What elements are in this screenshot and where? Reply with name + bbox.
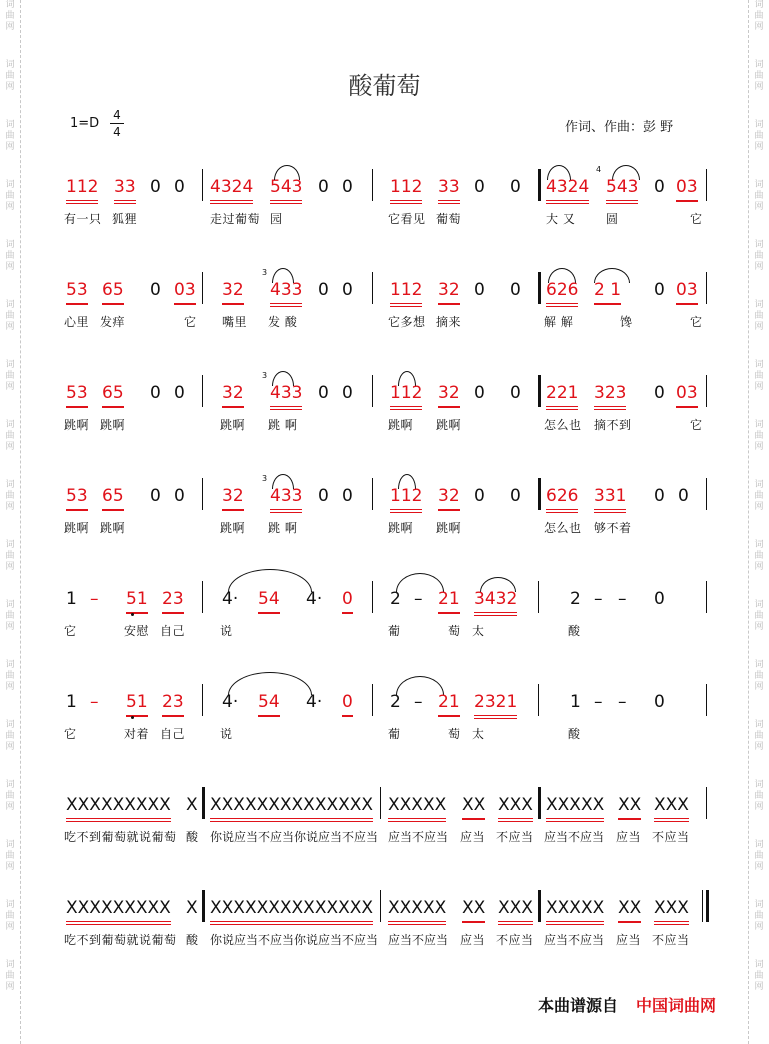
time-signature-bottom: 4 [113, 125, 121, 139]
note: 65 [102, 484, 124, 511]
note: 0 [174, 177, 185, 197]
note: 2 [570, 589, 581, 609]
note: XXXXX [546, 896, 604, 925]
barline [202, 890, 205, 922]
watermark-text: 词 曲 网 [5, 780, 15, 812]
note: 626 [546, 484, 578, 513]
lyric: 萄 [448, 624, 461, 638]
note: XXXXXXXXXXXXXX [210, 896, 373, 925]
note: 0 [474, 383, 485, 403]
lyric: 嘴里 [222, 315, 248, 329]
watermark-text: 词 曲 网 [5, 600, 15, 632]
note: 51 [126, 587, 148, 614]
staff-row-5 [60, 587, 720, 667]
note: 0 [678, 486, 689, 506]
note: 0 [654, 383, 665, 403]
watermark-text: 词 曲 网 [754, 960, 764, 992]
watermark-text: 词 曲 网 [5, 480, 15, 512]
lyric: 发痒 [100, 315, 126, 329]
watermark-text: 词 曲 网 [754, 240, 764, 272]
lyric: 大 又 [546, 212, 576, 226]
note: 33 [114, 175, 136, 204]
barline [202, 375, 203, 407]
watermark-text: 词 曲 网 [754, 780, 764, 812]
note: 433 [270, 484, 302, 513]
note: XX [462, 896, 485, 923]
lyric: 应当 [616, 933, 642, 947]
left-margin [0, 0, 21, 1044]
barline [380, 890, 381, 922]
note: – [594, 692, 603, 712]
watermark-text: 词 曲 网 [754, 480, 764, 512]
note: 23 [162, 587, 184, 614]
note: 0 [474, 280, 485, 300]
staff-row-6 [60, 690, 720, 770]
note: 4· [306, 692, 323, 712]
lyric: 自己 [160, 727, 186, 741]
barline [372, 684, 373, 716]
watermark-text: 词 曲 网 [5, 420, 15, 452]
lyric: 跳啊 [220, 521, 246, 535]
composer-credit: 作词、作曲：彭 野 [565, 120, 674, 135]
lyric: 不应当 [652, 830, 690, 844]
staff-row-1 [60, 165, 720, 255]
lyric: 够不着 [594, 521, 632, 535]
watermark-text: 词 曲 网 [5, 840, 15, 872]
note: 112 [390, 484, 422, 513]
grace-note: 3 [262, 371, 268, 380]
note: X [186, 795, 198, 815]
note: 543 [606, 175, 638, 204]
lyric: 跳 啊 [268, 521, 298, 535]
note: 33 [438, 175, 460, 204]
note: 0 [174, 383, 185, 403]
staff-row-4 [60, 474, 720, 564]
lyric: 它 [64, 624, 77, 638]
watermark-text: 词 曲 网 [754, 420, 764, 452]
note: 433 [270, 278, 302, 307]
watermark-text: 词 曲 网 [754, 660, 764, 692]
barline [372, 478, 373, 510]
barline [706, 375, 707, 407]
note: 65 [102, 381, 124, 408]
note: 0 [474, 486, 485, 506]
note: XXXXXXXXX [66, 793, 171, 822]
watermark-text: 词 曲 网 [754, 0, 764, 32]
lyric: 跳啊 [220, 418, 246, 432]
lyric: 酸 [186, 830, 199, 844]
grace-note: 3 [262, 268, 268, 277]
note: 32 [438, 381, 460, 408]
watermark-text: 词 曲 网 [754, 840, 764, 872]
lyric: 葡 [388, 727, 401, 741]
barline [372, 169, 373, 201]
barline [706, 787, 707, 819]
lyric: 酸 [186, 933, 199, 947]
note: 03 [174, 278, 196, 305]
lyric: 吃不到葡萄就说葡萄 [64, 933, 177, 947]
note: 0 [150, 486, 161, 506]
note: 0 [342, 690, 353, 717]
note: XXXXXXXXX [66, 896, 171, 925]
note: 3432 [474, 587, 517, 616]
note: 0 [318, 177, 329, 197]
watermark-text: 词 曲 网 [5, 0, 15, 32]
lyric: 它 [690, 418, 703, 432]
note: 32 [222, 381, 244, 408]
note: 331 [594, 484, 626, 513]
note: 0 [510, 486, 521, 506]
lyric: 圆 [606, 212, 619, 226]
barline [706, 272, 707, 304]
note: – [90, 692, 99, 712]
note: 112 [66, 175, 98, 204]
lyric: 它 [690, 315, 703, 329]
note: 0 [318, 486, 329, 506]
lyric: 发 酸 [268, 315, 298, 329]
watermark-text: 词 曲 网 [754, 600, 764, 632]
lyric: 酸 [568, 727, 581, 741]
note: 0 [654, 692, 665, 712]
note: 54 [258, 690, 280, 717]
lyric: 萄 [448, 727, 461, 741]
watermark-text: 词 曲 网 [5, 660, 15, 692]
watermark-text: 词 曲 网 [5, 240, 15, 272]
watermark-text: 词 曲 网 [5, 540, 15, 572]
note: 32 [222, 278, 244, 305]
note: 0 [150, 280, 161, 300]
note: 0 [150, 383, 161, 403]
watermark-text: 词 曲 网 [5, 960, 15, 992]
note: 32 [438, 278, 460, 305]
barline [538, 272, 541, 304]
note: 21 [438, 690, 460, 717]
barline [372, 581, 373, 613]
barline [372, 375, 373, 407]
lyric: 你说应当不应当你说应当不应当 [210, 830, 379, 844]
barline [538, 581, 539, 613]
note: XX [618, 896, 641, 923]
note: 54 [258, 587, 280, 614]
note: 65 [102, 278, 124, 305]
barline [706, 478, 707, 510]
note: 112 [390, 175, 422, 204]
note: 23 [162, 690, 184, 717]
barline [538, 684, 539, 716]
key-signature: 1=D [70, 116, 100, 131]
lyric: 太 [472, 624, 485, 638]
note: – [414, 589, 423, 609]
watermark-text: 词 曲 网 [754, 300, 764, 332]
note: – [90, 589, 99, 609]
note: 543 [270, 175, 302, 204]
time-signature [110, 108, 124, 139]
note: 0 [342, 587, 353, 614]
note: 1 [66, 589, 77, 609]
source-site-link[interactable]: 中国词曲网 [636, 996, 717, 1015]
watermark-text: 词 曲 网 [5, 900, 15, 932]
watermark-text: 词 曲 网 [5, 60, 15, 92]
lyric: 走过葡萄 [210, 212, 261, 226]
note: 0 [342, 383, 353, 403]
song-title: 酸葡萄 [348, 72, 421, 100]
note: 0 [654, 177, 665, 197]
note: 4324 [546, 175, 589, 204]
barline [706, 684, 707, 716]
lyric: 跳啊 [100, 521, 126, 535]
barline [706, 169, 707, 201]
barline [202, 478, 203, 510]
staff-row-3 [60, 371, 720, 461]
note: 0 [510, 280, 521, 300]
note: 03 [676, 175, 698, 202]
lyric: 摘来 [436, 315, 462, 329]
barline [202, 272, 203, 304]
watermark-text: 词 曲 网 [754, 180, 764, 212]
note: 03 [676, 278, 698, 305]
note: XXX [654, 896, 689, 925]
lyric: 它 [64, 727, 77, 741]
watermark-text: 词 曲 网 [5, 720, 15, 752]
barline [202, 581, 203, 613]
note: 32 [438, 484, 460, 511]
lyric: 馋 [620, 315, 633, 329]
barline [538, 890, 541, 922]
lyric: 跳啊 [64, 418, 90, 432]
note: 2 1 [594, 278, 621, 305]
note: XX [618, 793, 641, 820]
slur [274, 165, 300, 180]
note: – [618, 692, 627, 712]
lyric: 跳啊 [64, 521, 90, 535]
note: 4324 [210, 175, 253, 204]
note: 53 [66, 278, 88, 305]
lyric: 酸 [568, 624, 581, 638]
barline [538, 787, 541, 819]
lyric: 应当不应当 [544, 830, 605, 844]
barline [372, 272, 373, 304]
note: 0 [654, 486, 665, 506]
grace-note: 4 [596, 165, 602, 174]
lyric: 应当不应当 [388, 830, 449, 844]
lyric: 它 [184, 315, 197, 329]
note: 1 [570, 692, 581, 712]
lyric: 解 解 [544, 315, 574, 329]
lyric: 不应当 [652, 933, 690, 947]
lyric: 狐狸 [112, 212, 138, 226]
note: 2 [390, 692, 401, 712]
note: 51 [126, 690, 148, 717]
lyric: 它多想 [388, 315, 426, 329]
note: 0 [150, 177, 161, 197]
barline [202, 787, 205, 819]
final-barline-thin [702, 890, 703, 922]
lyric: 应当 [616, 830, 642, 844]
note: 53 [66, 381, 88, 408]
barline [380, 787, 381, 819]
time-signature-top: 4 [113, 108, 121, 122]
note: X [186, 898, 198, 918]
staff-row-8 [60, 896, 720, 976]
barline [538, 375, 541, 407]
barline [202, 169, 203, 201]
watermark-text: 词 曲 网 [754, 120, 764, 152]
lyric: 心里 [64, 315, 90, 329]
note: XXX [498, 793, 533, 822]
lyric: 应当不应当 [388, 933, 449, 947]
watermark-text: 词 曲 网 [5, 300, 15, 332]
note: 323 [594, 381, 626, 410]
watermark-text: 词 曲 网 [754, 60, 764, 92]
note: XXXXX [388, 793, 446, 822]
lyric: 不应当 [496, 830, 534, 844]
low-octave-dot [131, 716, 134, 719]
source-label: 本曲谱源自 [538, 996, 619, 1015]
note: 433 [270, 381, 302, 410]
lyric: 葡萄 [436, 212, 462, 226]
note: 112 [390, 278, 422, 307]
lyric: 摘不到 [594, 418, 632, 432]
note: 21 [438, 587, 460, 614]
watermark-text: 词 曲 网 [754, 540, 764, 572]
note: 112 [390, 381, 422, 410]
lyric: 跳啊 [436, 521, 462, 535]
source-footer [538, 993, 716, 1016]
lyric: 说 [220, 727, 233, 741]
lyric: 不应当 [496, 933, 534, 947]
note: XXX [654, 793, 689, 822]
note: 626 [546, 278, 578, 307]
watermark-text: 词 曲 网 [5, 180, 15, 212]
lyric: 怎么也 [544, 418, 582, 432]
note: 0 [174, 486, 185, 506]
barline [538, 169, 541, 201]
watermark-text: 词 曲 网 [754, 720, 764, 752]
lyric: 葡 [388, 624, 401, 638]
note: XXXXX [388, 896, 446, 925]
lyric: 跳啊 [388, 418, 414, 432]
watermark-text: 词 曲 网 [5, 360, 15, 392]
note: 03 [676, 381, 698, 408]
lyric: 它看见 [388, 212, 426, 226]
note: 2 [390, 589, 401, 609]
lyric: 吃不到葡萄就说葡萄 [64, 830, 177, 844]
lyric: 太 [472, 727, 485, 741]
lyric: 你说应当不应当你说应当不应当 [210, 933, 379, 947]
watermark-text: 词 曲 网 [5, 120, 15, 152]
lyric: 跳啊 [100, 418, 126, 432]
lyric: 应当 [460, 933, 486, 947]
watermark-text: 词 曲 网 [754, 900, 764, 932]
lyric: 自己 [160, 624, 186, 638]
note: XXX [498, 896, 533, 925]
note: 0 [342, 486, 353, 506]
note: 0 [342, 280, 353, 300]
note: 4· [222, 692, 239, 712]
note: XX [462, 793, 485, 820]
note: 0 [510, 177, 521, 197]
note: 0 [510, 383, 521, 403]
staff-row-2 [60, 268, 720, 358]
barline [706, 581, 707, 613]
note: 221 [546, 381, 578, 410]
lyric: 对着 [124, 727, 150, 741]
lyric: 应当 [460, 830, 486, 844]
note: XXXXX [546, 793, 604, 822]
note: 0 [474, 177, 485, 197]
lyric: 说 [220, 624, 233, 638]
lyric: 应当不应当 [544, 933, 605, 947]
note: 0 [318, 280, 329, 300]
note: 0 [654, 589, 665, 609]
note: 4· [306, 589, 323, 609]
lyric: 怎么也 [544, 521, 582, 535]
lyric: 跳啊 [436, 418, 462, 432]
right-margin [748, 0, 769, 1044]
note: – [414, 692, 423, 712]
note: 1 [66, 692, 77, 712]
note: 0 [342, 177, 353, 197]
barline [202, 684, 203, 716]
note: – [594, 589, 603, 609]
lyric: 园 [270, 212, 283, 226]
note: 4· [222, 589, 239, 609]
note: XXXXXXXXXXXXXX [210, 793, 373, 822]
watermark-text: 词 曲 网 [754, 360, 764, 392]
grace-note: 3 [262, 474, 268, 483]
note: 0 [654, 280, 665, 300]
staff-row-7 [60, 793, 720, 873]
lyric: 跳啊 [388, 521, 414, 535]
note: 2321 [474, 690, 517, 719]
note: 0 [318, 383, 329, 403]
lyric: 有一只 [64, 212, 102, 226]
lyric: 跳 啊 [268, 418, 298, 432]
lyric: 安慰 [124, 624, 150, 638]
lyric: 它 [690, 212, 703, 226]
note: 53 [66, 484, 88, 511]
final-barline-thick [706, 890, 709, 922]
barline [538, 478, 541, 510]
note: 32 [222, 484, 244, 511]
low-octave-dot [131, 613, 134, 616]
note: – [618, 589, 627, 609]
